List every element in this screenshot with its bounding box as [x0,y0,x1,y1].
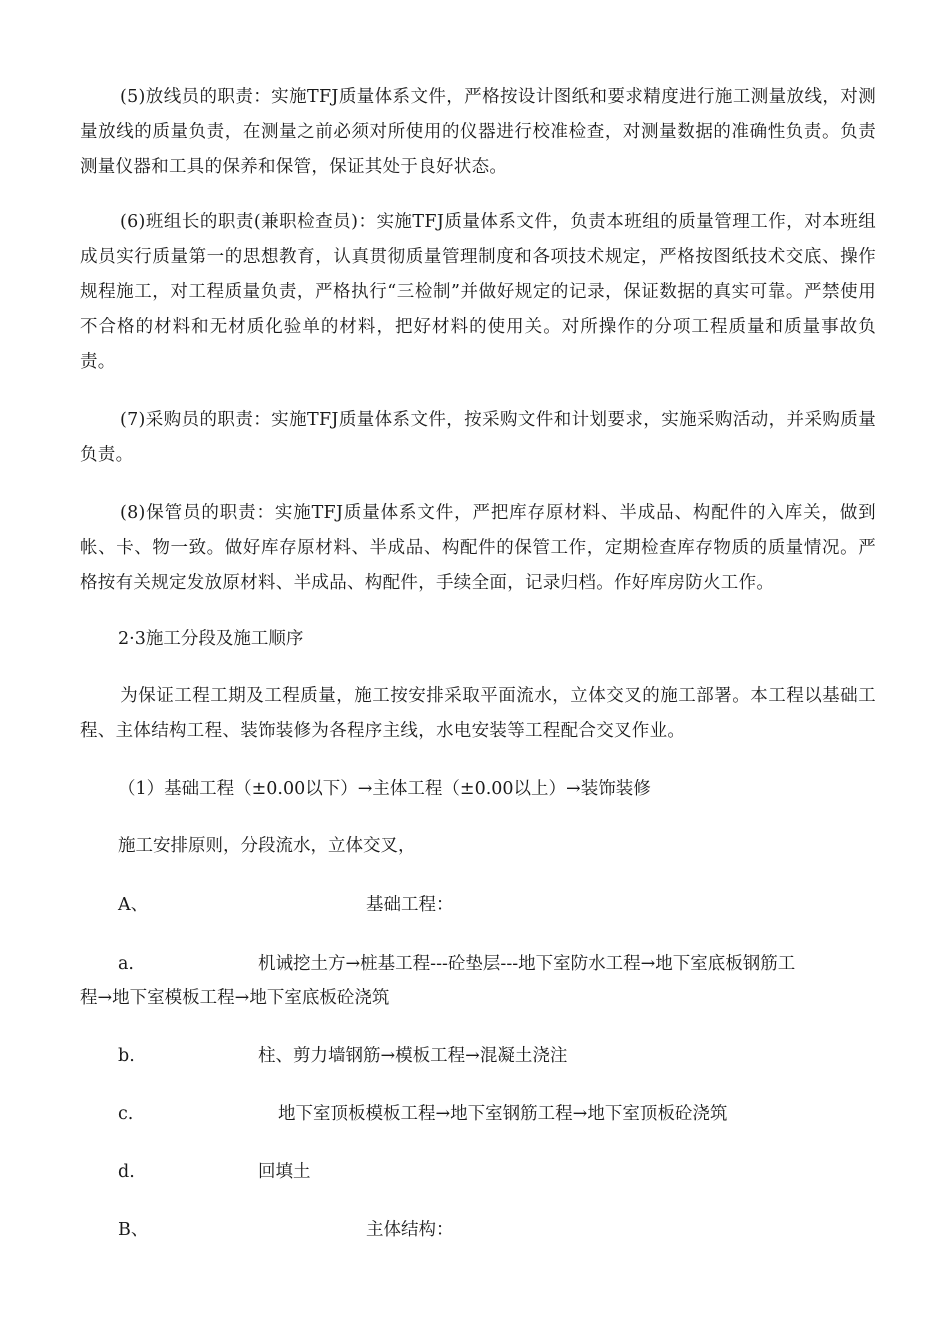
section-b-label: B、 [118,1220,149,1240]
paragraph-construction-intro: 为保证工程工期及工程质量，施工按安排采取平面流水，立体交叉的施工部署。本工程以基础工程、主体结构工程、装饰装修为各程序主线，水电安装等工程配合交叉作业。 [80,686,876,741]
paragraph-purchaser-duties: (7)采购员的职责：实施TFJ质量体系文件，按采购文件和计划要求，实施采购活动，并采购质量负责。 [80,410,876,465]
paragraph-surveyor-duties: (5)放线员的职责：实施TFJ质量体系文件，严格按设计图纸和要求精度进行施工测量放线，对测量放线的质量负责，在测量之前必须对所使用的仪器进行校准检查，对测量数据的准确性负责。负责测量仪器和工具的保养和保管，保证其处于良好状态。 [80,87,876,177]
paragraph-storekeeper-duties: (8)保管员的职责：实施TFJ质量体系文件，严把库存原材料、半成品、构配件的入库关，做到帐、卡、物一致。做好库存原材料、半成品、构配件的保管工作，定期检查库存物质的质量情况。严格按有关规定发放原材料、半成品、构配件，手续全面，记录归档。作好库房防火工作。 [80,503,876,593]
item-c-text: 地下室顶板模板工程→地下室钢筋工程→地下室顶板砼浇筑 [278,1104,728,1124]
section-a-label: A、 [118,895,149,915]
paragraph-team-leader-duties: (6)班组长的职责(兼职检查员)：实施TFJ质量体系文件，负责本班组的质量管理工作，对本班组成员实行质量第一的思想教育，认真贯彻质量管理制度和各项技术规定，严格按图纸技术交底、操作规程施工，对工程质量负责，严格执行“三检制”并做好规定的记录，保证数据的真实可靠。严禁使用不合格的材料和无材质化验单的材料，把好材料的使用关。对所操作的分项工程质量和质量事故负责。 [80,212,876,372]
item-b-label: b. [118,1046,135,1066]
item-a-label: a. [118,954,134,974]
section-b-title: 主体结构： [366,1220,454,1240]
construction-sequence: （1）基础工程（±0.00以下）→主体工程（±0.00以上）→装饰装修 [118,779,651,799]
item-a-text-line1: 机诫挖土方→桩基工程---砼垫层---地下室防水工程→地下室底板钢筋工 [258,954,796,974]
item-c-label: c. [118,1104,134,1124]
item-a-text-line2: 程→地下室模板工程→地下室底板砼浇筑 [80,988,390,1008]
construction-principle: 施工安排原则，分段流水，立体交叉， [118,836,416,856]
item-d-text: 回填土 [258,1162,311,1182]
section-a-title: 基础工程： [366,895,454,915]
section-heading: 2·3施工分段及施工顺序 [118,629,304,649]
item-d-label: d. [118,1162,135,1182]
item-b-text: 柱、剪力墙钢筋→模板工程→混凝土浇注 [258,1046,568,1066]
